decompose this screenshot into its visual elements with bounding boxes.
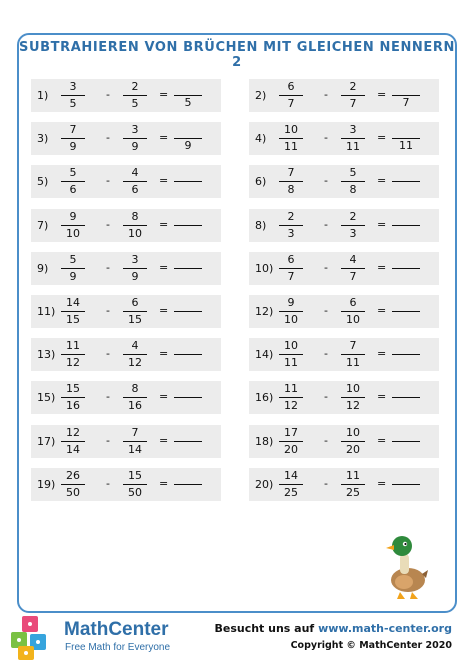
answer-blank[interactable] xyxy=(174,484,202,485)
numerator: 11 xyxy=(61,339,85,355)
answer-blank[interactable] xyxy=(392,268,420,269)
equals-sign: = xyxy=(377,390,387,404)
minus-sign: - xyxy=(324,260,328,274)
answer-blank[interactable]: 9 xyxy=(174,138,202,153)
numerator: 3 xyxy=(123,253,147,269)
first-fraction xyxy=(61,80,85,111)
numerator: 9 xyxy=(279,296,303,312)
numerator: 15 xyxy=(123,469,147,485)
problem-number: 14) xyxy=(255,348,274,362)
problem-row xyxy=(249,468,439,501)
first-fraction xyxy=(61,426,85,457)
problem-row xyxy=(31,165,221,198)
numerator: 7 xyxy=(61,123,85,139)
denominator: 9 xyxy=(131,140,139,154)
numerator: 6 xyxy=(123,296,147,312)
equals-sign: = xyxy=(377,433,387,447)
numerator: 3 xyxy=(341,123,365,139)
second-fraction xyxy=(341,253,365,284)
second-fraction xyxy=(341,339,365,370)
numerator: 4 xyxy=(123,166,147,182)
second-fraction xyxy=(341,382,365,413)
denominator: 9 xyxy=(69,140,77,154)
problem-row xyxy=(31,122,221,155)
equals-sign: = xyxy=(377,217,387,231)
second-fraction xyxy=(123,210,147,241)
numerator: 4 xyxy=(341,253,365,269)
denominator: 25 xyxy=(346,485,360,499)
second-fraction xyxy=(123,469,147,500)
problem-number: 9) xyxy=(37,261,49,275)
equals-sign: = xyxy=(377,260,387,274)
denominator: 12 xyxy=(346,399,360,413)
problem-number: 2) xyxy=(255,89,267,102)
denominator: 11 xyxy=(346,140,360,154)
website-link[interactable]: www.math-center.org xyxy=(318,622,452,635)
second-fraction xyxy=(123,296,147,327)
equals-sign: = xyxy=(159,217,169,231)
numerator: 9 xyxy=(61,210,85,226)
numerator: 7 xyxy=(123,426,147,442)
worksheet-title: SUBTRAHIEREN VON BRÜCHEN MIT GLEICHEN NENNERN 2 xyxy=(19,40,455,70)
numerator: 14 xyxy=(61,296,85,312)
answer-blank[interactable]: 7 xyxy=(392,95,420,110)
answer-blank[interactable] xyxy=(392,397,420,398)
equals-sign: = xyxy=(159,260,169,274)
denominator: 7 xyxy=(349,269,357,283)
denominator: 50 xyxy=(128,485,142,499)
numerator: 10 xyxy=(341,426,365,442)
answer-blank[interactable] xyxy=(392,441,420,442)
denominator: 10 xyxy=(284,313,298,326)
first-fraction xyxy=(279,469,303,500)
problem-number: 11) xyxy=(37,305,56,318)
numerator: 6 xyxy=(279,80,303,96)
denominator: 11 xyxy=(284,356,298,370)
numerator: 4 xyxy=(123,339,147,355)
problem-number: 4) xyxy=(255,132,267,146)
problem-number: 6) xyxy=(255,175,267,189)
problem-number: 16) xyxy=(255,391,274,405)
numerator: 2 xyxy=(341,80,365,96)
second-fraction xyxy=(123,166,147,197)
minus-sign: - xyxy=(324,347,328,361)
problem-row xyxy=(31,338,221,371)
problem-row xyxy=(31,79,221,112)
minus-sign: - xyxy=(324,433,328,447)
problem-row xyxy=(249,209,439,242)
second-fraction xyxy=(341,123,365,154)
denominator: 10 xyxy=(128,226,142,240)
equals-sign: = xyxy=(159,390,169,404)
equals-sign: = xyxy=(377,131,387,145)
denominator: 9 xyxy=(131,269,139,283)
problem-row xyxy=(249,252,439,285)
first-fraction xyxy=(61,123,85,154)
problem-number: 8) xyxy=(255,218,267,232)
denominator: 7 xyxy=(287,97,295,110)
equals-sign: = xyxy=(159,433,169,447)
denominator: 9 xyxy=(69,269,77,283)
answer-blank[interactable] xyxy=(392,181,420,182)
second-fraction xyxy=(341,210,365,241)
numerator: 5 xyxy=(341,166,365,182)
second-fraction xyxy=(123,382,147,413)
problem-number: 20) xyxy=(255,477,274,491)
equals-sign: = xyxy=(159,347,169,361)
minus-sign: - xyxy=(106,433,110,447)
numerator: 11 xyxy=(279,382,303,398)
visit-prefix: Besucht uns auf xyxy=(214,622,315,635)
second-fraction xyxy=(341,469,365,500)
answer-blank[interactable] xyxy=(174,354,202,355)
numerator: 12 xyxy=(61,426,85,442)
numerator: 14 xyxy=(279,469,303,485)
answer-blank[interactable] xyxy=(174,268,202,269)
problem-row xyxy=(31,209,221,242)
minus-sign: - xyxy=(324,476,328,490)
denominator: 7 xyxy=(349,97,357,110)
denominator: 5 xyxy=(131,97,139,110)
numerator: 3 xyxy=(61,80,85,96)
numerator: 17 xyxy=(279,426,303,442)
numerator: 2 xyxy=(123,80,147,96)
equals-sign: = xyxy=(377,88,387,101)
answer-blank[interactable]: 5 xyxy=(174,95,202,110)
minus-sign: - xyxy=(106,174,110,188)
numerator: 2 xyxy=(341,210,365,226)
denominator: 11 xyxy=(284,140,298,154)
equals-sign: = xyxy=(159,476,169,490)
problem-number: 13) xyxy=(37,348,56,362)
denominator: 6 xyxy=(69,183,77,197)
duck-illustration xyxy=(382,532,430,602)
denominator: 20 xyxy=(284,442,298,456)
equals-sign: = xyxy=(377,174,387,188)
denominator: 3 xyxy=(349,226,357,240)
first-fraction xyxy=(279,80,303,111)
visit-line xyxy=(214,622,452,635)
minus-sign: - xyxy=(106,131,110,145)
denominator: 7 xyxy=(287,269,295,283)
equals-sign: = xyxy=(377,476,387,490)
denominator: 6 xyxy=(131,183,139,197)
minus-sign: - xyxy=(324,304,328,317)
problem-row xyxy=(31,381,221,414)
problem-row xyxy=(31,425,221,458)
numerator: 15 xyxy=(61,382,85,398)
answer-blank[interactable] xyxy=(174,397,202,398)
answer-blank[interactable] xyxy=(392,354,420,355)
second-fraction xyxy=(123,339,147,370)
first-fraction xyxy=(279,339,303,370)
problem-row xyxy=(31,468,221,501)
denominator: 8 xyxy=(287,183,295,197)
equals-sign: = xyxy=(159,304,169,317)
denominator: 12 xyxy=(128,356,142,370)
equals-sign: = xyxy=(377,347,387,361)
problem-row xyxy=(249,122,439,155)
numerator: 6 xyxy=(341,296,365,312)
first-fraction xyxy=(61,253,85,284)
equals-sign: = xyxy=(159,174,169,188)
denominator: 14 xyxy=(66,442,80,456)
minus-sign: - xyxy=(106,304,110,317)
numerator: 8 xyxy=(123,210,147,226)
denominator: 50 xyxy=(66,485,80,499)
numerator: 5 xyxy=(61,166,85,182)
problem-number: 12) xyxy=(255,305,274,318)
problem-number: 5) xyxy=(37,175,49,189)
problem-row xyxy=(249,79,439,112)
denominator: 11 xyxy=(346,356,360,370)
denominator: 3 xyxy=(287,226,295,240)
problem-number: 18) xyxy=(255,434,274,448)
denominator: 15 xyxy=(66,313,80,326)
problem-number: 10) xyxy=(255,261,274,275)
first-fraction xyxy=(61,210,85,241)
first-fraction xyxy=(61,469,85,500)
numerator: 6 xyxy=(279,253,303,269)
problem-row xyxy=(31,252,221,285)
numerator: 10 xyxy=(279,123,303,139)
minus-sign: - xyxy=(106,476,110,490)
first-fraction xyxy=(61,296,85,327)
second-fraction xyxy=(341,426,365,457)
denominator: 25 xyxy=(284,485,298,499)
second-fraction xyxy=(123,426,147,457)
problem-row xyxy=(249,425,439,458)
second-fraction xyxy=(341,80,365,111)
numerator: 11 xyxy=(341,469,365,485)
second-fraction xyxy=(123,80,147,111)
denominator: 16 xyxy=(128,399,142,413)
minus-sign: - xyxy=(106,260,110,274)
answer-blank[interactable] xyxy=(174,225,202,226)
numerator: 3 xyxy=(123,123,147,139)
problem-number: 3) xyxy=(37,132,49,146)
minus-sign: - xyxy=(324,217,328,231)
answer-blank[interactable] xyxy=(174,311,202,312)
problem-row xyxy=(31,295,221,328)
minus-sign: - xyxy=(106,390,110,404)
denominator: 10 xyxy=(346,313,360,326)
numerator: 7 xyxy=(279,166,303,182)
copyright: Copyright © MathCenter 2020 xyxy=(290,640,452,651)
first-fraction xyxy=(279,253,303,284)
equals-sign: = xyxy=(159,88,169,101)
second-fraction xyxy=(123,123,147,154)
denominator: 12 xyxy=(66,356,80,370)
equals-sign: = xyxy=(377,304,387,317)
first-fraction xyxy=(279,382,303,413)
denominator: 14 xyxy=(128,442,142,456)
problem-number: 19) xyxy=(37,477,56,491)
first-fraction xyxy=(279,123,303,154)
denominator: 5 xyxy=(69,97,77,110)
numerator: 10 xyxy=(279,339,303,355)
answer-blank[interactable]: 11 xyxy=(392,138,420,153)
first-fraction xyxy=(61,339,85,370)
denominator: 16 xyxy=(66,399,80,413)
equals-sign: = xyxy=(159,131,169,145)
first-fraction xyxy=(279,426,303,457)
numerator: 8 xyxy=(123,382,147,398)
numerator: 26 xyxy=(61,469,85,485)
numerator: 10 xyxy=(341,382,365,398)
answer-blank[interactable] xyxy=(392,225,420,226)
problem-number: 7) xyxy=(37,218,49,232)
minus-sign: - xyxy=(324,174,328,188)
first-fraction xyxy=(279,296,303,327)
answer-blank[interactable] xyxy=(392,311,420,312)
problem-row xyxy=(249,165,439,198)
problem-number: 15) xyxy=(37,391,56,405)
minus-sign: - xyxy=(324,88,328,101)
problem-row xyxy=(249,295,439,328)
problem-number: 1) xyxy=(37,89,49,102)
minus-sign: - xyxy=(106,88,110,101)
answer-blank[interactable] xyxy=(392,484,420,485)
second-fraction xyxy=(341,296,365,327)
numerator: 5 xyxy=(61,253,85,269)
dice-cubes-logo xyxy=(8,614,58,662)
answer-blank[interactable] xyxy=(174,181,202,182)
minus-sign: - xyxy=(324,390,328,404)
first-fraction xyxy=(279,166,303,197)
denominator: 20 xyxy=(346,442,360,456)
problem-number: 17) xyxy=(37,434,56,448)
first-fraction xyxy=(61,166,85,197)
denominator: 12 xyxy=(284,399,298,413)
numerator: 2 xyxy=(279,210,303,226)
denominator: 8 xyxy=(349,183,357,197)
brand-name: MathCenter xyxy=(64,619,169,640)
second-fraction xyxy=(123,253,147,284)
answer-blank[interactable] xyxy=(174,441,202,442)
brand-tagline: Free Math for Everyone xyxy=(65,642,171,653)
problem-row xyxy=(249,338,439,371)
numerator: 7 xyxy=(341,339,365,355)
first-fraction xyxy=(279,210,303,241)
second-fraction xyxy=(341,166,365,197)
first-fraction xyxy=(61,382,85,413)
problem-row xyxy=(249,381,439,414)
minus-sign: - xyxy=(106,347,110,361)
minus-sign: - xyxy=(106,217,110,231)
denominator: 10 xyxy=(66,226,80,240)
denominator: 15 xyxy=(128,313,142,326)
minus-sign: - xyxy=(324,131,328,145)
